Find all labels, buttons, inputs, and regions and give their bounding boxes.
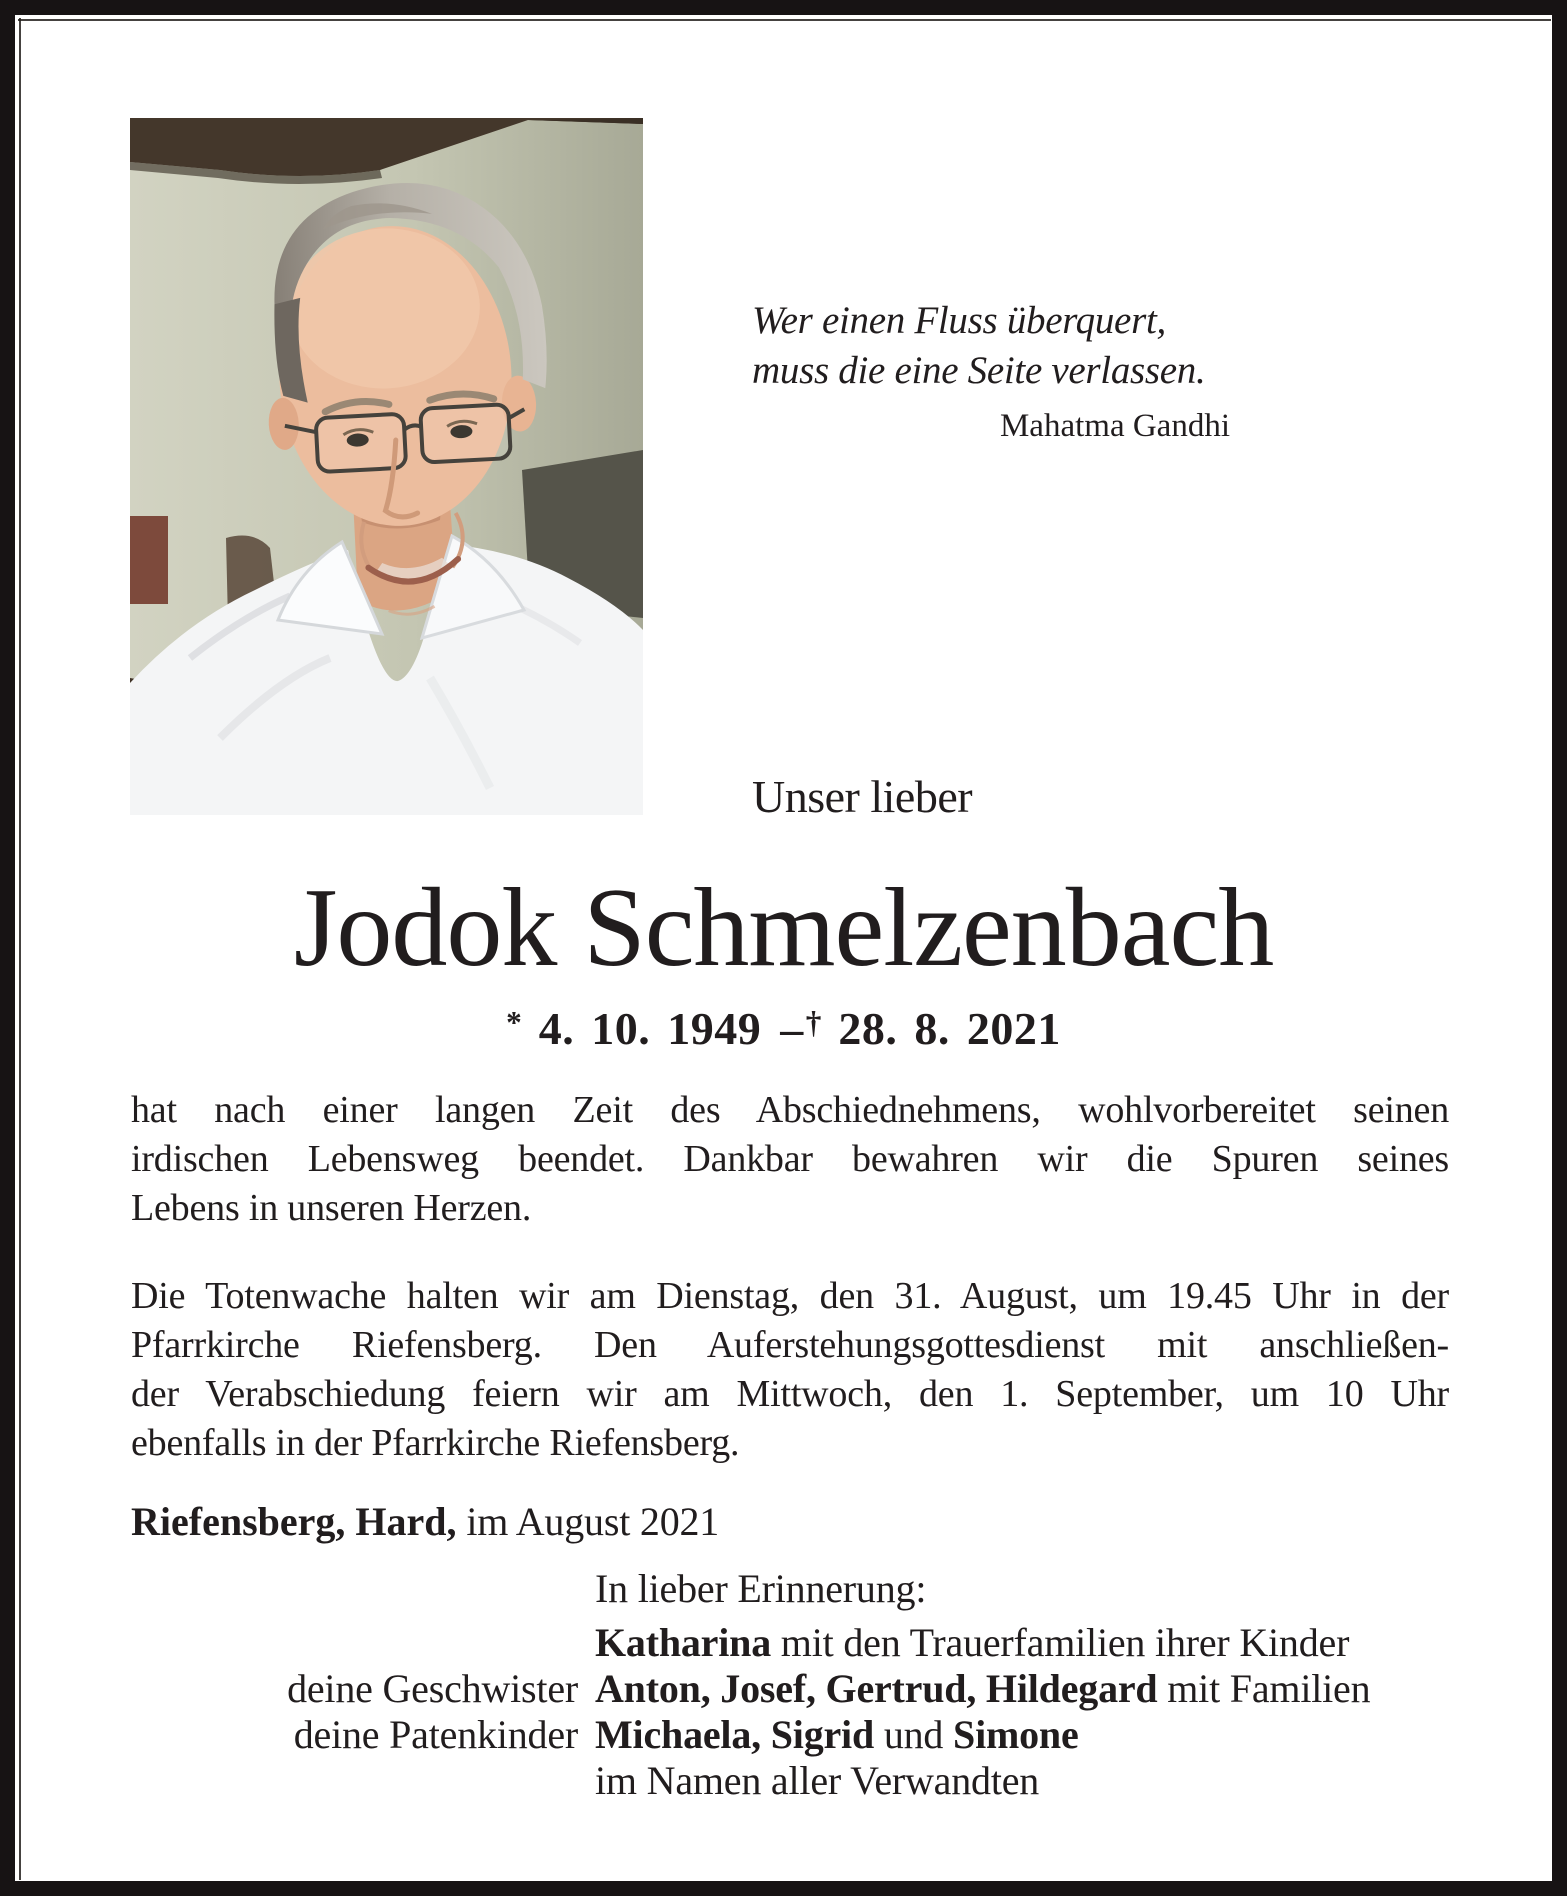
paragraph-services bbox=[131, 1272, 1449, 1468]
mourner-names: Anton, Josef, Gertrud, Hildegard bbox=[595, 1666, 1158, 1711]
paragraph-line: Lebens in unseren Herzen. bbox=[131, 1187, 532, 1229]
inner-keyline-left bbox=[19, 18, 21, 1880]
remembrance-row bbox=[131, 1666, 1467, 1712]
death-cross-symbol: † bbox=[805, 1005, 822, 1041]
paragraph-line: Pfarrkirche Riefensberg. Den Auferstehungsgottesdienst mit anschließen- bbox=[131, 1324, 1449, 1366]
paragraph-line: der Verabschiedung feiern wir am Mittwoch, den 1. September, um 10 Uhr bbox=[131, 1373, 1449, 1415]
quote-attribution: Mahatma Gandhi bbox=[999, 408, 1230, 444]
quote-line-2: muss die eine Seite verlassen. bbox=[752, 349, 1206, 392]
life-dates bbox=[0, 1002, 1567, 1055]
remembrance-names bbox=[595, 1666, 1467, 1712]
portrait-photo bbox=[130, 118, 643, 815]
remembrance-closing: im Namen aller Verwandten bbox=[595, 1758, 1040, 1803]
paragraph-line: ebenfalls in der Pfarrkirche Riefensberg. bbox=[131, 1422, 740, 1464]
intro-line: Unser lieber bbox=[752, 771, 973, 822]
mourner-suffix: mit Familien bbox=[1157, 1666, 1371, 1711]
mourner-connector: und bbox=[874, 1712, 954, 1757]
remembrance-row bbox=[131, 1712, 1467, 1758]
inner-keyline-top bbox=[18, 19, 1551, 21]
paragraph-line: hat nach einer langen Zeit des Abschiednehmens, wohlvorbereitet seinen bbox=[131, 1089, 1449, 1131]
paragraph-obituary bbox=[131, 1086, 1449, 1233]
remembrance-label bbox=[131, 1566, 595, 1612]
remembrance-label: deine Geschwister bbox=[287, 1666, 578, 1711]
portrait-illustration bbox=[130, 118, 643, 815]
signoff-date: im August 2021 bbox=[456, 1499, 720, 1544]
remembrance-block bbox=[131, 1566, 1467, 1804]
remembrance-label bbox=[131, 1620, 595, 1666]
remembrance-row bbox=[131, 1620, 1467, 1666]
remembrance-title-row bbox=[131, 1566, 1467, 1612]
paragraph-line: irdischen Lebensweg beendet. Dankbar bewahren wir die Spuren seines bbox=[131, 1138, 1449, 1180]
remembrance-names bbox=[595, 1620, 1467, 1666]
remembrance-label bbox=[131, 1758, 595, 1804]
deceased-name: Jodok Schmelzenbach bbox=[293, 866, 1274, 990]
remembrance-row bbox=[131, 1758, 1467, 1804]
mourner-names: Michaela, Sigrid bbox=[595, 1712, 875, 1757]
paragraph-line: Die Totenwache halten wir am Dienstag, den 31. August, um 19.45 Uhr in der bbox=[131, 1275, 1449, 1317]
remembrance-names bbox=[595, 1712, 1467, 1758]
quote-line-1: Wer einen Fluss überquert, bbox=[752, 299, 1166, 342]
birth-date: 4. 10. 1949 bbox=[538, 1003, 762, 1054]
place-names: Riefensberg, Hard, bbox=[131, 1499, 457, 1544]
mourner-suffix: mit den Trauerfamilien ihrer Kinder bbox=[771, 1620, 1350, 1665]
remembrance-title: In lieber Erinnerung: bbox=[595, 1566, 927, 1611]
birth-star-symbol: * bbox=[506, 1005, 522, 1041]
death-date: 28. 8. 2021 bbox=[838, 1003, 1061, 1054]
mourner-names: Katharina bbox=[595, 1620, 771, 1665]
dates-separator: – bbox=[780, 1003, 804, 1054]
memorial-quote bbox=[752, 296, 1230, 446]
mourner-names: Simone bbox=[953, 1712, 1079, 1757]
place-date-line bbox=[131, 1498, 719, 1545]
remembrance-label: deine Patenkinder bbox=[293, 1712, 578, 1757]
